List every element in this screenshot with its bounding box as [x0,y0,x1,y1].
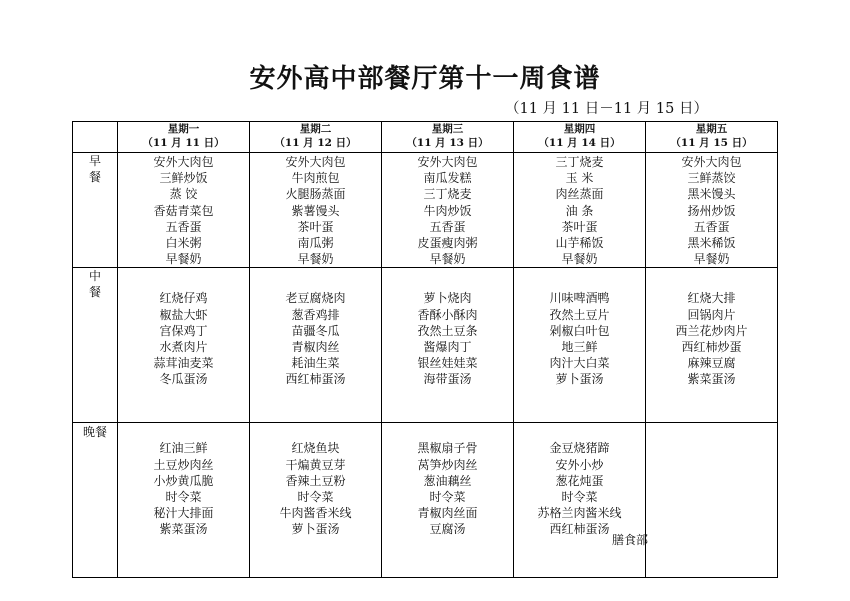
dish-cell [514,268,646,423]
dish-item: 耗油生菜 [291,356,340,371]
day-header [118,122,250,153]
dish-item: 五香蛋 [429,219,466,234]
dish-item: 海带蛋汤 [423,372,472,387]
menu-table [72,121,778,578]
day-name: 星期一 [167,123,200,135]
dish-item: 时令菜 [429,490,466,505]
dish-item: 南瓜粥 [297,236,334,251]
dish-item: 牛肉煎包 [291,171,340,186]
dish-item: 葱花炖蛋 [555,473,604,488]
header-row [73,122,778,153]
dish-item: 早餐奶 [429,252,466,267]
dish-item: 火腿肠蒸面 [285,187,346,202]
meal-label-breakfast [73,153,118,268]
dish-item: 五香蛋 [165,219,202,234]
meal-label-char: 餐 [88,285,101,300]
meal-label-lunch [73,268,118,423]
dish-item: 土豆炒肉丝 [153,457,214,472]
date-range: （11 月 11 日－11 月 15 日） [505,101,708,117]
dish-item: 红烧鱼块 [291,441,340,456]
dish-item: 莴笋炒肉丝 [417,457,478,472]
dish-item: 回锅肉片 [687,307,736,322]
dish-item: 南瓜发糕 [423,171,472,186]
dish-item: 安外大肉包 [285,155,346,169]
dish-cell [118,423,250,578]
dish-item: 老豆腐烧肉 [285,291,346,306]
dish-cell [514,423,649,578]
dish-item: 蒜茸油麦菜 [153,356,214,371]
dish-item: 川味啤酒鸭 [549,291,610,306]
meal-label-char: 中 [88,269,101,284]
lunch-row [73,268,778,423]
dish-item: 萝卜蛋汤 [555,372,604,387]
dish-item: 秘汁大排面 [153,506,214,521]
dish-item: 茶叶蛋 [561,219,598,234]
dish-cell [382,153,514,268]
dish-item: 安外大肉包 [153,155,214,169]
dish-item: 苗疆冬瓜 [291,323,340,338]
dish-item: 青椒肉丝 [291,340,340,355]
dish-item: 干煸黄豆芽 [285,457,346,472]
dish-item: 苏格兰肉酱米线 [537,506,622,521]
day-date: （11 月 11 日） [142,137,225,149]
meal-label-char: 早 [88,154,101,168]
breakfast-row [73,153,778,268]
dish-item: 冬瓜蛋汤 [159,372,208,387]
dish-item: 红烧大排 [687,291,736,306]
dish-item: 香酥小酥肉 [417,307,478,322]
dish-item: 白米粥 [165,236,202,251]
day-name: 星期五 [695,123,728,135]
dish-cell [118,268,250,423]
dish-cell [514,153,646,268]
dish-cell [250,268,382,423]
dish-cell [382,268,514,423]
dish-item: 香菇青菜包 [153,203,214,218]
page-title: 安外高中部餐厅第十一周食谱 [249,64,601,94]
dish-item: 时令菜 [297,490,334,505]
day-header [514,122,646,153]
dish-item: 玉 米 [565,171,594,186]
dish-item: 小炒黄瓜脆 [153,473,214,488]
dish-item: 西兰花炒肉片 [675,323,748,338]
dish-item: 麻辣豆腐 [687,356,736,371]
dish-cell [250,423,382,578]
dish-item: 牛肉炒饭 [423,203,472,218]
dish-item: 红烧仔鸡 [159,291,208,306]
dish-item: 三鲜蒸饺 [687,171,736,186]
dinner-row [73,423,778,578]
dish-item: 萝卜烧肉 [423,291,472,306]
dish-item: 孜然土豆片 [549,307,610,322]
dish-item: 安外大肉包 [681,155,742,169]
dish-item: 安外小炒 [555,457,604,472]
dish-item: 时令菜 [561,490,598,505]
dish-item: 西红柿蛋汤 [549,522,610,537]
dish-item: 扬州炒饭 [687,203,736,218]
dish-item: 葱香鸡排 [291,307,340,322]
dish-item: 金豆烧猪蹄 [549,441,610,456]
dish-item: 葱油藕丝 [423,473,472,488]
dish-item: 紫菜蛋汤 [159,522,208,537]
day-header [382,122,514,153]
dish-item: 地三鲜 [561,340,598,355]
dish-item: 西红柿炒蛋 [681,340,742,355]
dish-item: 紫薯馒头 [291,203,340,218]
dish-item: 银丝娃娃菜 [417,356,478,371]
dish-item: 紫菜蛋汤 [687,372,736,387]
dish-item: 水煮肉片 [159,340,208,355]
meal-label-dinner: 晚餐 [73,423,118,578]
dish-item: 三丁烧麦 [555,155,604,169]
dish-item: 孜然土豆条 [417,323,478,338]
dish-item: 早餐奶 [165,252,202,267]
dish-item: 安外大肉包 [417,155,478,169]
dish-item: 青椒肉丝面 [417,506,478,521]
dish-item: 黑米馒头 [687,187,736,202]
dish-item: 酱爆肉丁 [423,340,472,355]
day-date: （11 月 14 日） [538,137,621,149]
day-name: 星期三 [431,123,464,135]
dish-item: 肉汁大白菜 [549,356,610,371]
dish-item: 五香蛋 [693,219,730,234]
day-date: （11 月 12 日） [274,137,357,149]
dish-item: 椒盐大虾 [159,307,208,322]
dish-cell [382,423,514,578]
dish-item: 黑米稀饭 [687,236,736,251]
day-date: （11 月 15 日） [670,137,753,149]
dish-item: 红油三鲜 [159,441,208,456]
dish-item: 剁椒白叶包 [549,323,610,338]
corner-cell [73,122,118,153]
day-name: 星期四 [563,123,596,135]
dish-item: 萝卜蛋汤 [291,522,340,537]
meal-label-char: 餐 [88,170,101,184]
dish-cell [250,153,382,268]
day-header [250,122,382,153]
dish-item: 三丁烧麦 [423,187,472,202]
dish-item: 黑椒扇子骨 [417,441,478,456]
dish-cell [118,153,250,268]
dish-item: 茶叶蛋 [297,219,334,234]
dish-item: 牛肉酱香米线 [279,506,352,521]
dish-cell [646,268,778,423]
dish-cell [646,153,778,268]
dish-item: 早餐奶 [297,252,334,267]
dish-item: 三鲜炒饭 [159,171,208,186]
dish-item: 西红柿蛋汤 [285,372,346,387]
footer-department: 膳食部 [612,533,649,547]
dish-item: 山芋稀饭 [555,236,604,251]
dish-item: 油 条 [565,203,594,218]
dish-item: 早餐奶 [561,252,598,267]
dish-item: 时令菜 [165,490,202,505]
dish-item: 肉丝蒸面 [555,187,604,202]
dish-item: 香辣土豆粉 [285,473,346,488]
dish-item: 豆腐汤 [429,522,466,537]
dish-item: 皮蛋瘦肉粥 [417,236,478,251]
dish-item: 蒸 饺 [169,187,198,202]
dish-item: 宫保鸡丁 [159,323,208,338]
day-name: 星期二 [299,123,332,135]
day-date: （11 月 13 日） [406,137,489,149]
dish-item: 早餐奶 [693,252,730,267]
day-header [646,122,778,153]
dish-cell [646,423,778,578]
